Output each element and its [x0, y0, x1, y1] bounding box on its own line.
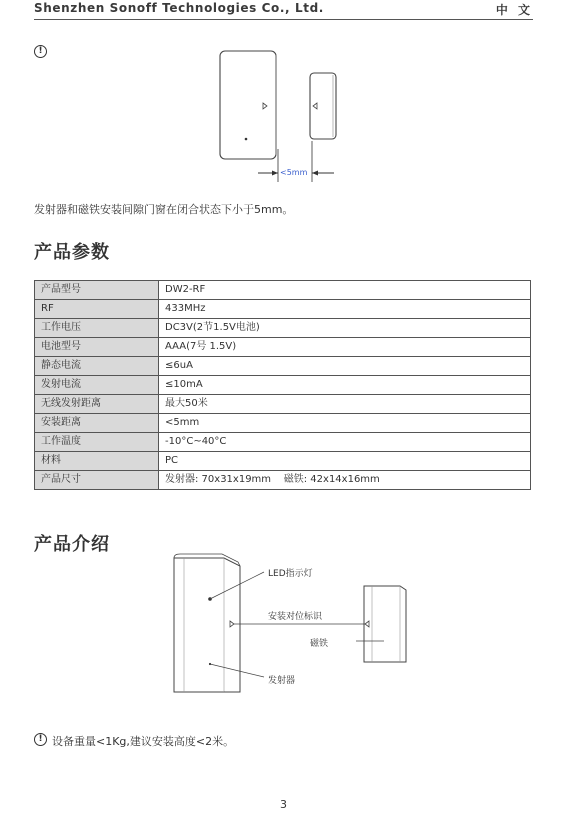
spec-key: 材料 [35, 452, 159, 471]
spec-row [35, 433, 531, 452]
language-label: 中 文 [495, 3, 533, 17]
spec-key: 无线发射距离 [35, 395, 159, 414]
spec-row [35, 281, 531, 300]
spec-row [35, 357, 531, 376]
spec-row [35, 471, 531, 490]
spec-value: AAA(7号 1.5V) [159, 338, 531, 357]
led-dot [245, 138, 248, 141]
led-label: LED指示灯 [268, 569, 313, 579]
spec-key: 产品型号 [35, 281, 159, 300]
spec-key: 安装距离 [35, 414, 159, 433]
transmitter-body [220, 51, 276, 159]
spec-value: 发射器: 70x31x19mm 磁铁: 42x14x16mm [159, 471, 531, 490]
spec-key: RF [35, 300, 159, 319]
caution-icon: ! [34, 733, 47, 746]
spec-key: 发射电流 [35, 376, 159, 395]
spec-value: DW2-RF [159, 281, 531, 300]
spec-value: PC [159, 452, 531, 471]
intro-title: 产品介绍 [34, 534, 110, 555]
transmitter-label: 发射器 [268, 676, 296, 686]
gap-label: <5mm [280, 168, 308, 177]
spec-row [35, 338, 531, 357]
spec-value: <5mm [159, 414, 531, 433]
spec-table [34, 280, 531, 490]
alignment-label: 安装对位标识 [268, 612, 323, 622]
page-number: 3 [280, 798, 287, 811]
spec-value: 最大50米 [159, 395, 531, 414]
spec-row [35, 395, 531, 414]
spec-key: 产品尺寸 [35, 471, 159, 490]
spec-row [35, 414, 531, 433]
spec-row [35, 319, 531, 338]
company-name: Shenzhen Sonoff Technologies Co., Ltd. [34, 1, 324, 15]
spec-row [35, 376, 531, 395]
magnet-body [310, 73, 336, 139]
spec-row [35, 300, 531, 319]
spec-value: ≤10mA [159, 376, 531, 395]
spec-value: 433MHz [159, 300, 531, 319]
spec-key: 电池型号 [35, 338, 159, 357]
spec-row [35, 452, 531, 471]
caution-icon: ! [34, 45, 47, 58]
spec-title: 产品参数 [34, 242, 110, 263]
spec-key: 工作温度 [35, 433, 159, 452]
magnet-label: 磁铁 [310, 639, 329, 649]
spec-value: ≤6uA [159, 357, 531, 376]
spec-key: 静态电流 [35, 357, 159, 376]
spec-key: 工作电压 [35, 319, 159, 338]
spec-value: -10°C~40°C [159, 433, 531, 452]
gap-diagram [200, 45, 360, 185]
weight-note: 设备重量<1Kg,建议安装高度<2米。 [52, 735, 235, 748]
header-divider [34, 19, 533, 20]
spec-value: DC3V(2节1.5V电池) [159, 319, 531, 338]
gap-note: 发射器和磁铁安装间隙门窗在闭合状态下小于5mm。 [34, 203, 294, 216]
